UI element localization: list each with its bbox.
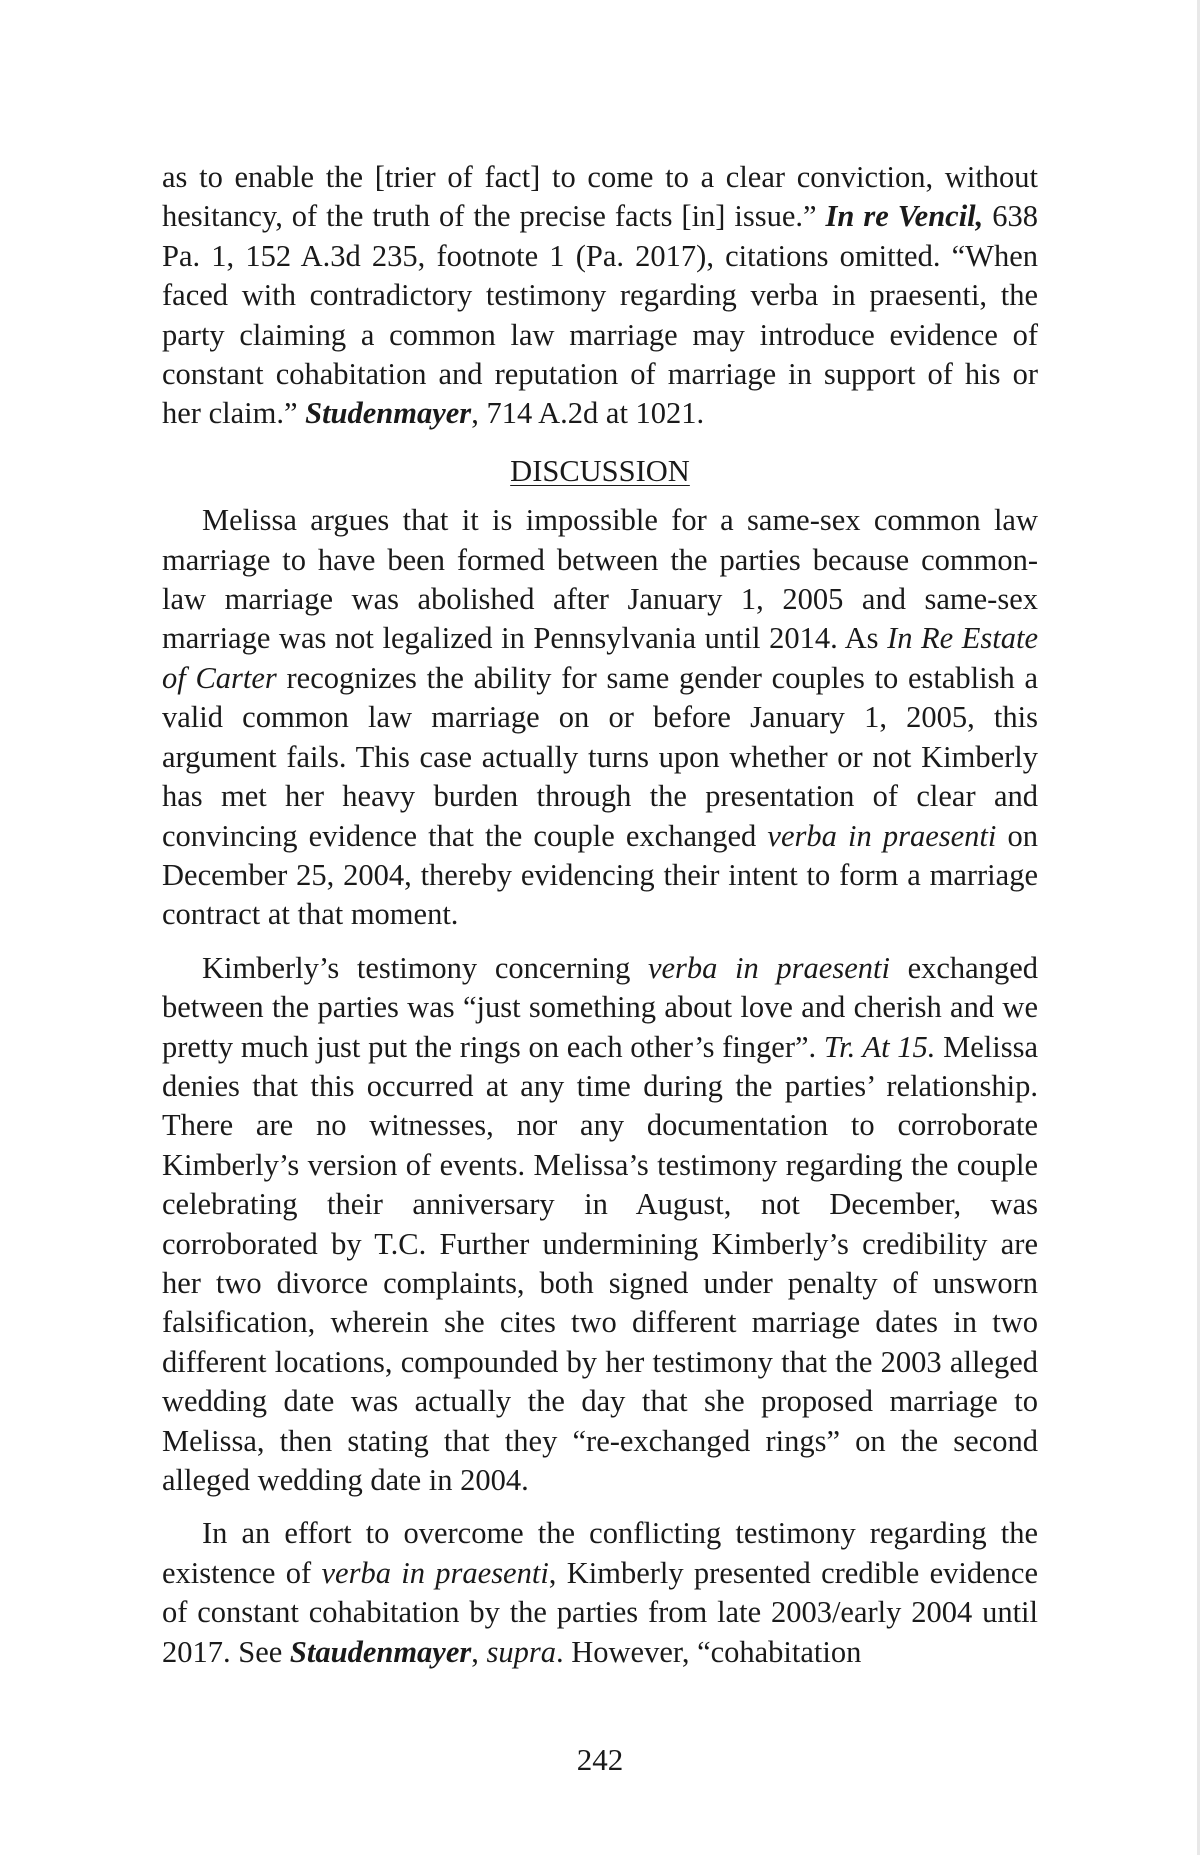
text-run: 638 Pa. 1, 152 A.3d 235, footnote 1 (Pa. 2017), citations omitted. “When faced with contradictory testimony regarding verba in praesenti, the party claiming a common law marriage may introduce evidence of constant cohabitation and reputation of marriage in support of his or her claim.” xyxy=(162,199,1039,431)
text-run: In an effort to overcome the conflicting testimony regarding the existence of xyxy=(162,1516,1038,1590)
paragraph-discussion-3 xyxy=(162,1514,1038,1672)
paragraph-discussion-2 xyxy=(162,949,1038,1501)
text-run: exchanged between the parties was “just something about love and cherish and we pretty much just put the rings on each other’s finger”. xyxy=(162,950,1038,1064)
case-citation: Staudenmayer xyxy=(289,1634,472,1669)
latin-term: verba in praesenti xyxy=(321,1555,549,1590)
page-number: 242 xyxy=(576,1742,624,1777)
latin-term: verba in praesenti xyxy=(647,950,890,985)
transcript-citation: Tr. At 15. xyxy=(823,1029,936,1064)
body-text xyxy=(162,158,1038,1672)
paragraph-continuation xyxy=(162,158,1038,434)
case-citation: Studenmayer xyxy=(305,396,472,431)
text-run: , xyxy=(471,1634,487,1669)
section-heading: DISCUSSION xyxy=(510,453,690,488)
text-run: Melissa argues that it is impossible for a same-sex common law marriage to have been formed between the parties because common-law marriage was abolished after January 1, 2005 and same-sex marriage was not legalized in Pennsylvania until 2014. As xyxy=(162,503,1038,656)
supra-signal: supra xyxy=(486,1634,556,1669)
text-run: . However, “cohabitation xyxy=(556,1634,862,1669)
text-run: on December 25, 2004, thereby evidencing their intent to form a marriage contract at that moment. xyxy=(162,818,1038,932)
paragraph-discussion-1 xyxy=(162,501,1038,934)
text-run: recognizes the ability for same gender couples to establish a valid common law marriage on or before January 1, 2005, this argument fails. This case actually turns upon whether or not Kimberly has met her heavy burden through the presentation of clear and convincing evidence that the couple exchanged xyxy=(162,660,1038,853)
text-run: , 714 A.2d at 1021. xyxy=(471,396,705,431)
text-run: as to enable the [trier of fact] to come to a clear conviction, without hesitancy, of the truth of the precise facts [in] issue.” xyxy=(162,160,1038,234)
latin-term: verba in praesenti xyxy=(767,818,997,853)
case-citation: In re Vencil, xyxy=(825,199,984,234)
text-run: Kimberly’s testimony concerning xyxy=(202,950,648,985)
text-run: , Kimberly presented credible evidence of constant cohabitation by the parties from late 2003/early 2004 until 2017. See xyxy=(162,1555,1038,1669)
text-run: Melissa denies that this occurred at any time during the parties’ relationship. There are no witnesses, nor any documentation to corroborate Kimberly’s version of events. Melissa’s testimony regarding the couple celebrating their anniversary in August, not December, was corroborated by T.C. Further undermining Kimberly’s credibility are her two divorce complaints, both signed under penalty of unsworn falsification, wherein she cites two different marriage dates in two different locations, compounded by her testimony that the 2003 alleged wedding date was actually the day that she proposed marriage to Melissa, then stating that they “re-exchanged rings” on the second alleged wedding date in 2004. xyxy=(162,1029,1038,1497)
case-name: In Re Estate of Carter xyxy=(162,621,1039,695)
